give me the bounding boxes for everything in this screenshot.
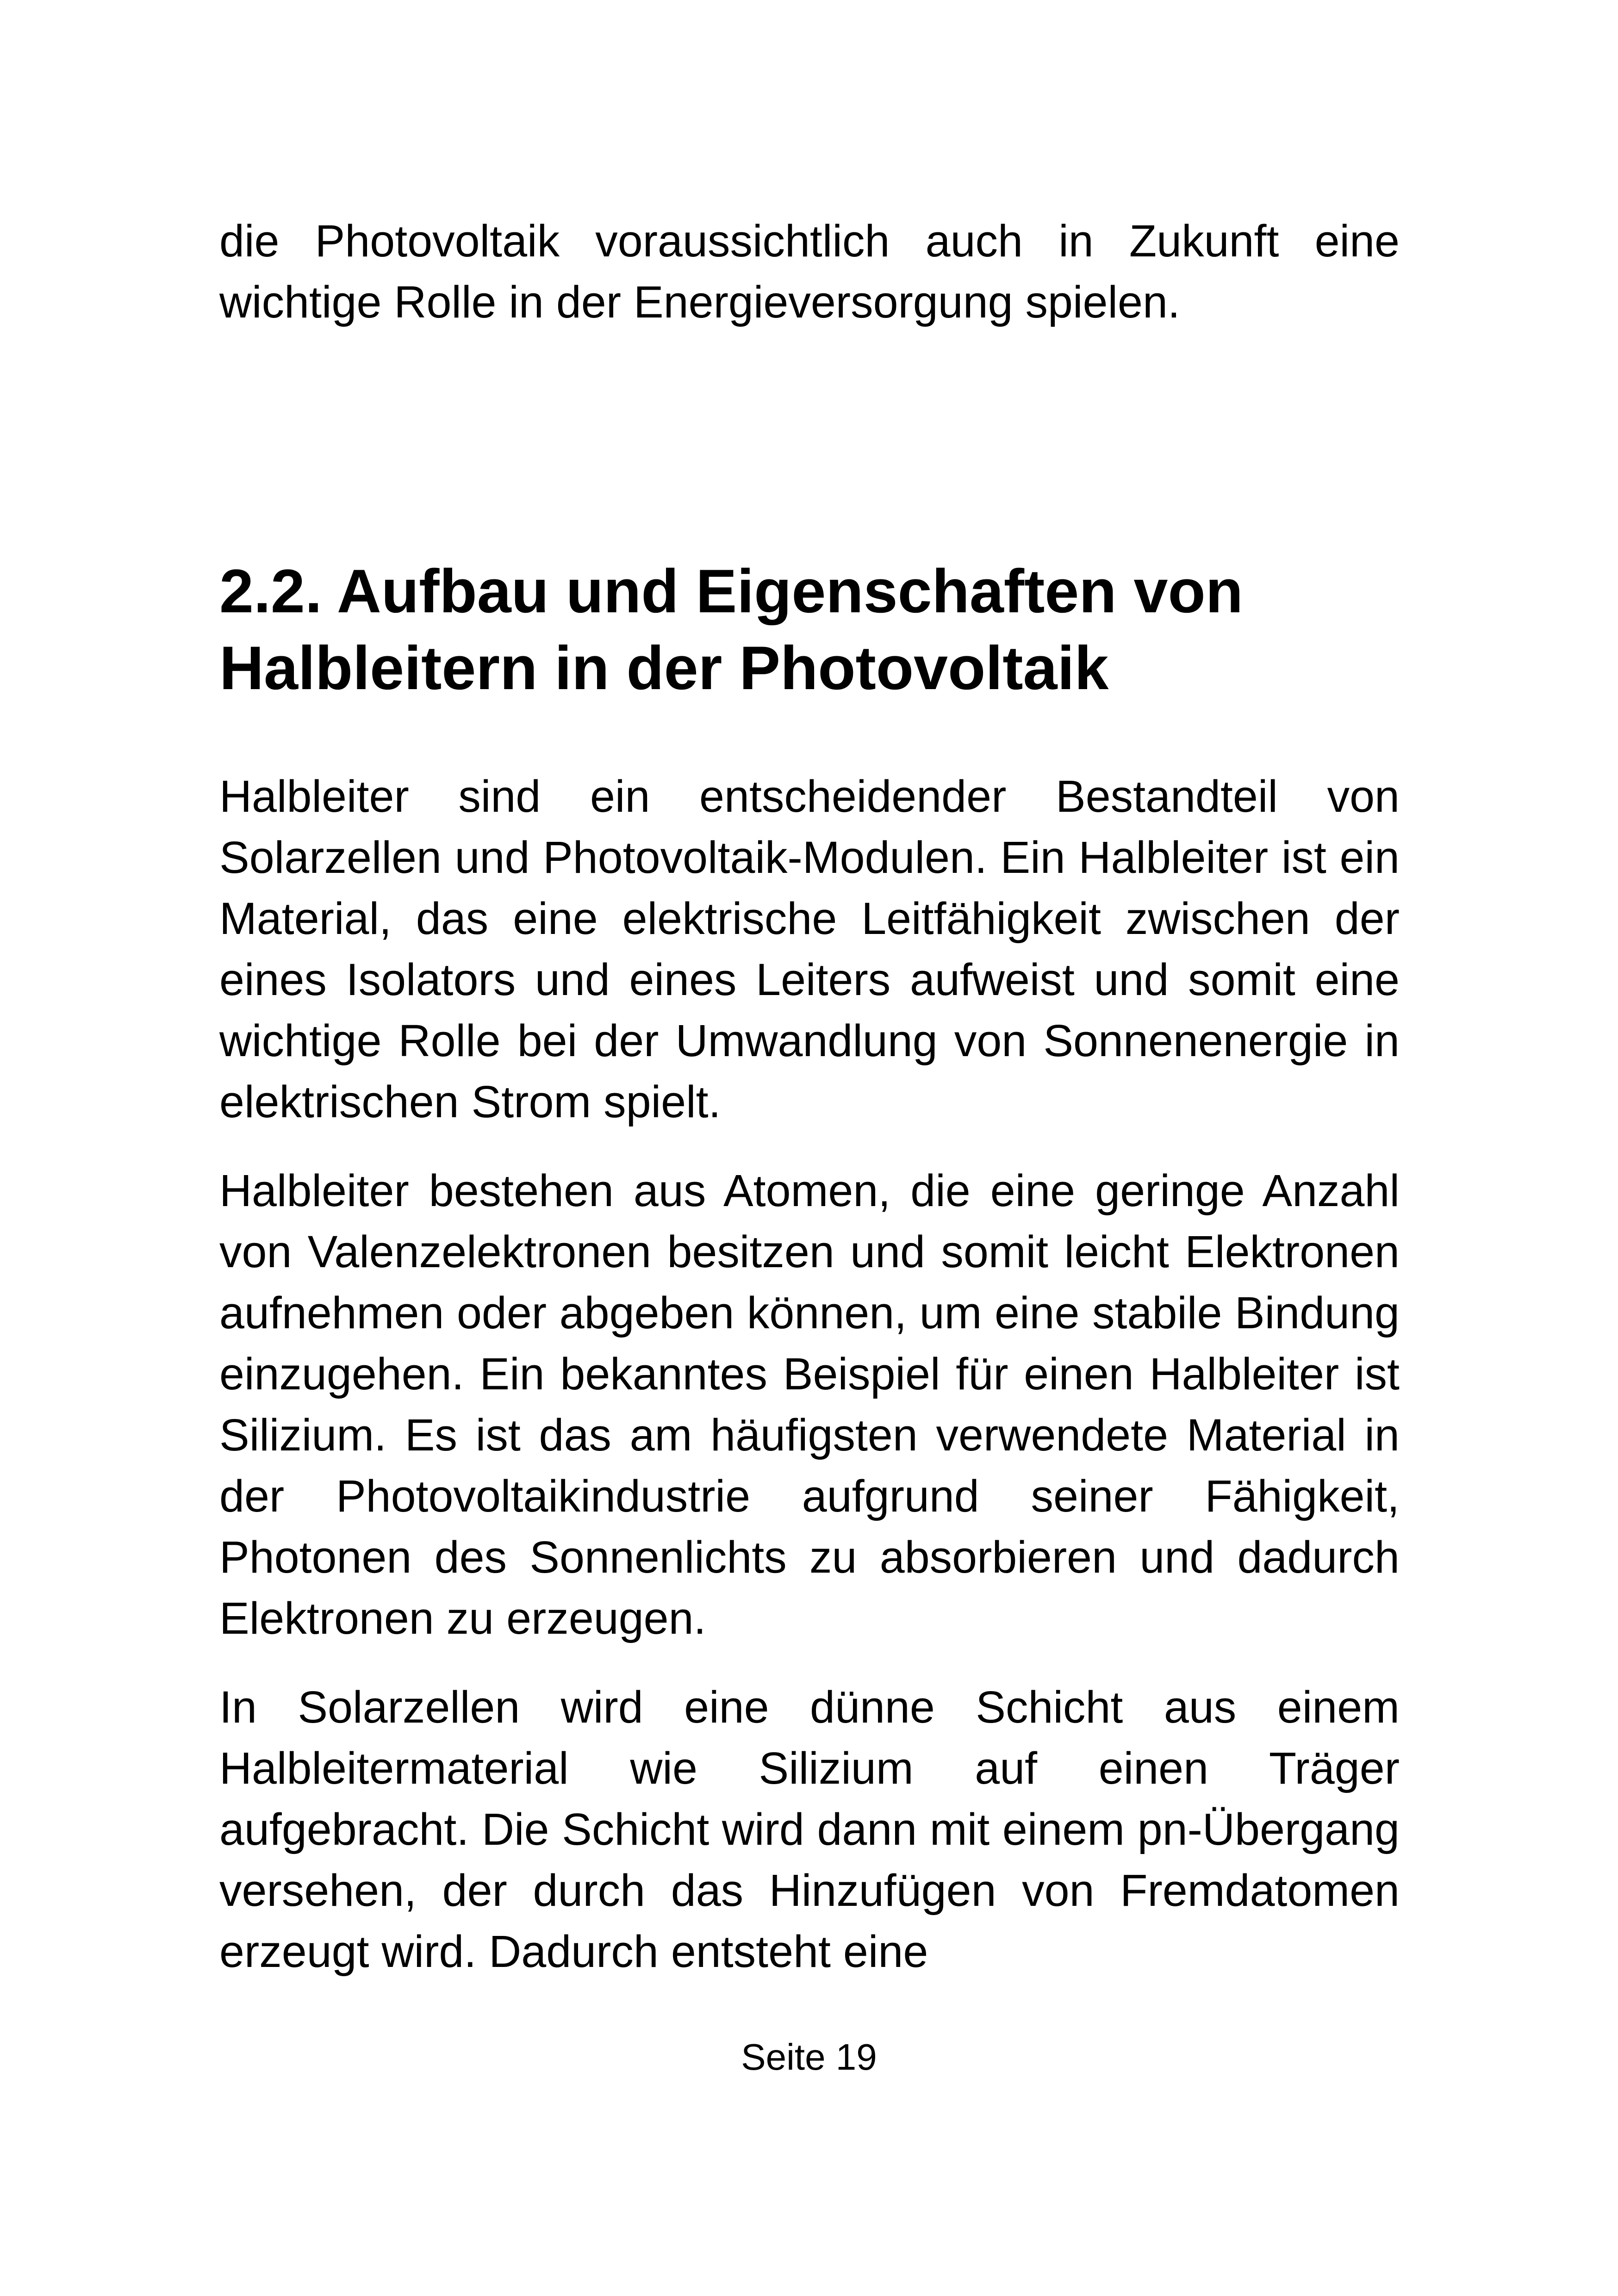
section-heading-line2: Halbleitern in der Photovoltaik (219, 634, 1109, 703)
intro-block (219, 211, 1400, 333)
intro-paragraph: die Photovoltaik voraussichtlich auch in Zukunft eine wichtige Rolle in der Energieversorgung spielen. (219, 216, 1400, 327)
section-heading (219, 553, 1423, 707)
section-heading-line1: 2.2. Aufbau und Eigenschaften von (219, 557, 1243, 626)
page-number: Seite 19 (741, 2036, 877, 2078)
body-paragraph-2: Halbleiter bestehen aus Atomen, die eine geringe Anzahl von Valenzelektronen besitzen und somit leicht Elektronen aufnehmen oder abgeben können, um eine stabile Bindung einzugehen. Ein bekanntes Beispiel für einen Halbleiter ist Silizium. Es ist das am häufigsten verwendete Material in der Photovoltaikindustrie aufgrund seiner Fähigkeit, Photonen des Sonnenlichts zu absorbieren und dadurch Elektronen zu erzeugen. (219, 1165, 1400, 1643)
body-paragraph-3: In Solarzellen wird eine dünne Schicht aus einem Halbleitermaterial wie Silizium auf einen Träger aufgebracht. Die Schicht wird dann mit einem pn-Übergang versehen, der durch das Hinzufügen von Fremdatomen erzeugt wird. Dadurch entsteht eine (219, 1682, 1400, 1977)
body-paragraph-1: Halbleiter sind ein entscheidender Bestandteil von Solarzellen und Photovoltaik-Modulen. Ein Halbleiter ist ein Material, das eine elektrische Leitfähigkeit zwischen der eines Isolators und eines Leiters aufweist und somit eine wichtige Rolle bei der Umwandlung von Sonnenenergie in elektrischen Strom spielt. (219, 771, 1400, 1127)
section-body (219, 766, 1400, 1982)
